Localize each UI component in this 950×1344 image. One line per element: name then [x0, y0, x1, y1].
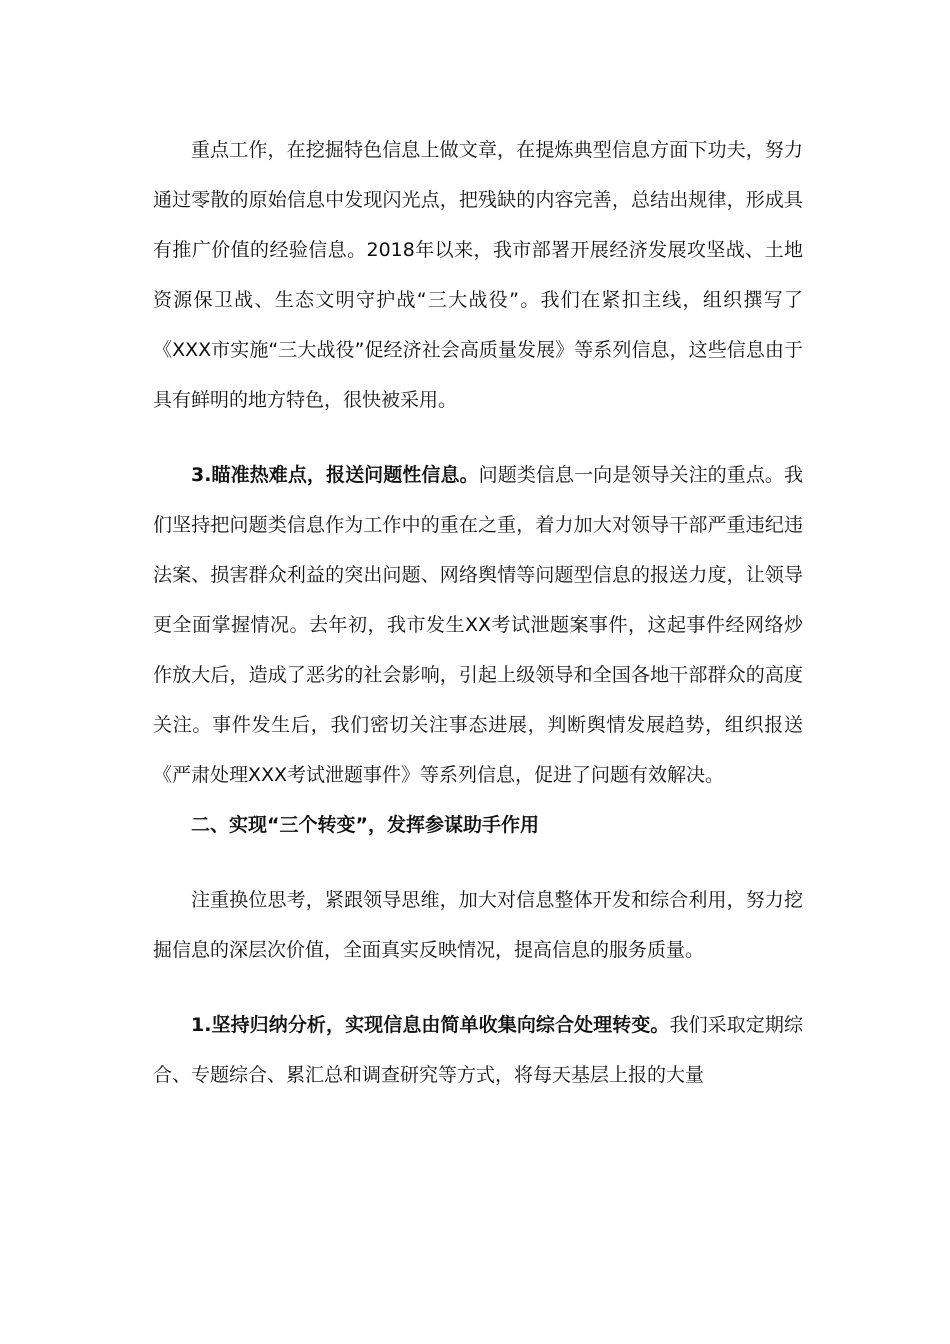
document-body — [153, 125, 803, 1100]
paragraph-text: 我们采取定期综合、专题综合、累汇总和调查研究等方式，将每天基层上报的大量 — [153, 1014, 803, 1086]
paragraph-text: 注重换位思考，紧跟领导思维，加大对信息整体开发和综合利用，努力挖掘信息的深层次价值，全面真实反映情况，提高信息的服务质量。 — [153, 889, 803, 961]
paragraph-text: 问题类信息一向是领导关注的重点。我们坚持把问题类信息作为工作中的重在之重，着力加大对领导干部严重违纪违法案、损害群众利益的突出问题、网络舆情等问题型信息的报送力度，让领导更全面掌握情况。去年初，我市发生XX考试泄题案事件，这起事件经网络炒作放大后，造成了恶劣的社会影响，引起上级领导和全国各地干部群众的高度关注。事件发生后，我们密切关注事态进展，判断舆情发展趋势，组织报送《严肃处理XXX考试泄题事件》等系列信息，促进了问题有效解决。 — [153, 464, 803, 786]
paragraph-induction-analysis — [153, 1000, 803, 1100]
paragraph-text: 重点工作，在挖掘特色信息上做文章，在提炼典型信息方面下功夫，努力通过零散的原始信息中发现闪光点，把残缺的内容完善，总结出规律，形成具有推广价值的经验信息。2018年以来，我市部署开展经济发展攻坚战、土地资源保卫战、生态文明守护战“三大战役”。我们在紧扣主线，组织撰写了《XXX市实施“三大战役”促经济社会高质量发展》等系列信息，这些信息由于具有鲜明的地方特色，很快被采用。 — [153, 139, 803, 411]
section-heading: 二、实现“三个转变”，发挥参谋助手作用 — [191, 814, 539, 836]
paragraph-section-intro — [153, 875, 803, 975]
paragraph-problem-info — [153, 450, 803, 800]
paragraph-lead: 1.坚持归纳分析，实现信息由简单收集向综合处理转变。 — [191, 1014, 670, 1036]
paragraph-key-work — [153, 125, 803, 425]
paragraph-lead: 3.瞄准热难点，报送问题性信息。 — [191, 464, 479, 486]
